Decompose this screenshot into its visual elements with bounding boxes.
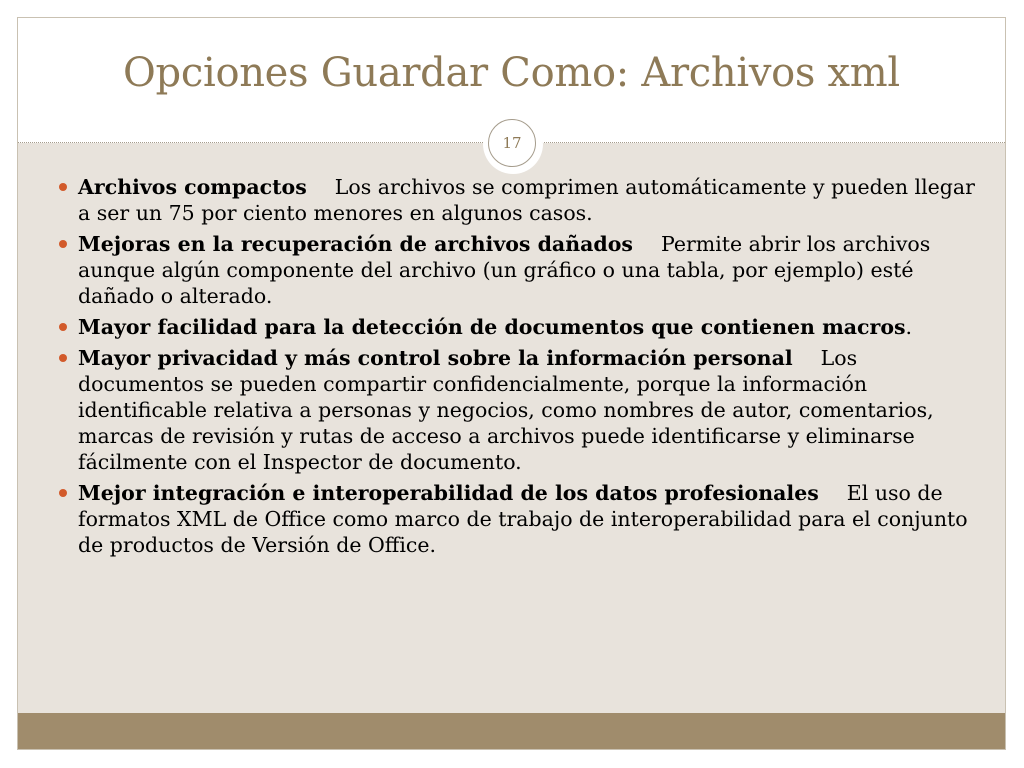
bullet-dot-icon xyxy=(59,240,67,248)
bullet-dot-icon xyxy=(59,183,67,191)
bullet-list xyxy=(58,174,988,563)
bullet-text: Los archivos se comprimen automáticamente y pueden llegar a ser un 75 por ciento menores en algunos casos. xyxy=(78,175,975,225)
bullet-heading: Mayor privacidad y más control sobre la información personal xyxy=(78,346,793,370)
bullet-text: . xyxy=(905,315,913,339)
page-number-badge xyxy=(488,119,536,167)
bullet-item xyxy=(58,480,988,558)
bullet-item xyxy=(58,231,988,309)
bullet-item xyxy=(58,345,988,475)
slide-title: Opciones Guardar Como: Archivos xml xyxy=(123,50,900,96)
page-number: 17 xyxy=(502,134,522,152)
bullet-text: El uso de formatos XML de Office como marco de trabajo de interoperabilidad para el conjunto de productos de Versión de Office. xyxy=(78,481,968,557)
footer-bar xyxy=(18,713,1005,749)
bullet-heading: Mayor facilidad para la detección de documentos que contienen macros xyxy=(78,315,906,339)
slide xyxy=(17,17,1006,750)
bullet-dot-icon xyxy=(59,323,67,331)
bullet-heading: Mejoras en la recuperación de archivos dañados xyxy=(78,232,633,256)
bullet-item xyxy=(58,174,988,226)
bullet-heading: Mejor integración e interoperabilidad de los datos profesionales xyxy=(78,481,819,505)
bullet-dot-icon xyxy=(59,354,67,362)
bullet-heading: Archivos compactos xyxy=(78,175,307,199)
bullet-text: Permite abrir los archivos aunque algún componente del archivo (un gráfico o una tabla, por ejemplo) esté dañado o alterado. xyxy=(78,232,931,308)
bullet-dot-icon xyxy=(59,489,67,497)
bullet-text: Los documentos se pueden compartir confidencialmente, porque la información identificable relativa a personas y negocios, como nombres de autor, comentarios, marcas de revisión y rutas de acceso a archivos puede identificarse y eliminarse fácilmente con el Inspector de documento. xyxy=(78,346,934,474)
bullet-item xyxy=(58,314,988,340)
